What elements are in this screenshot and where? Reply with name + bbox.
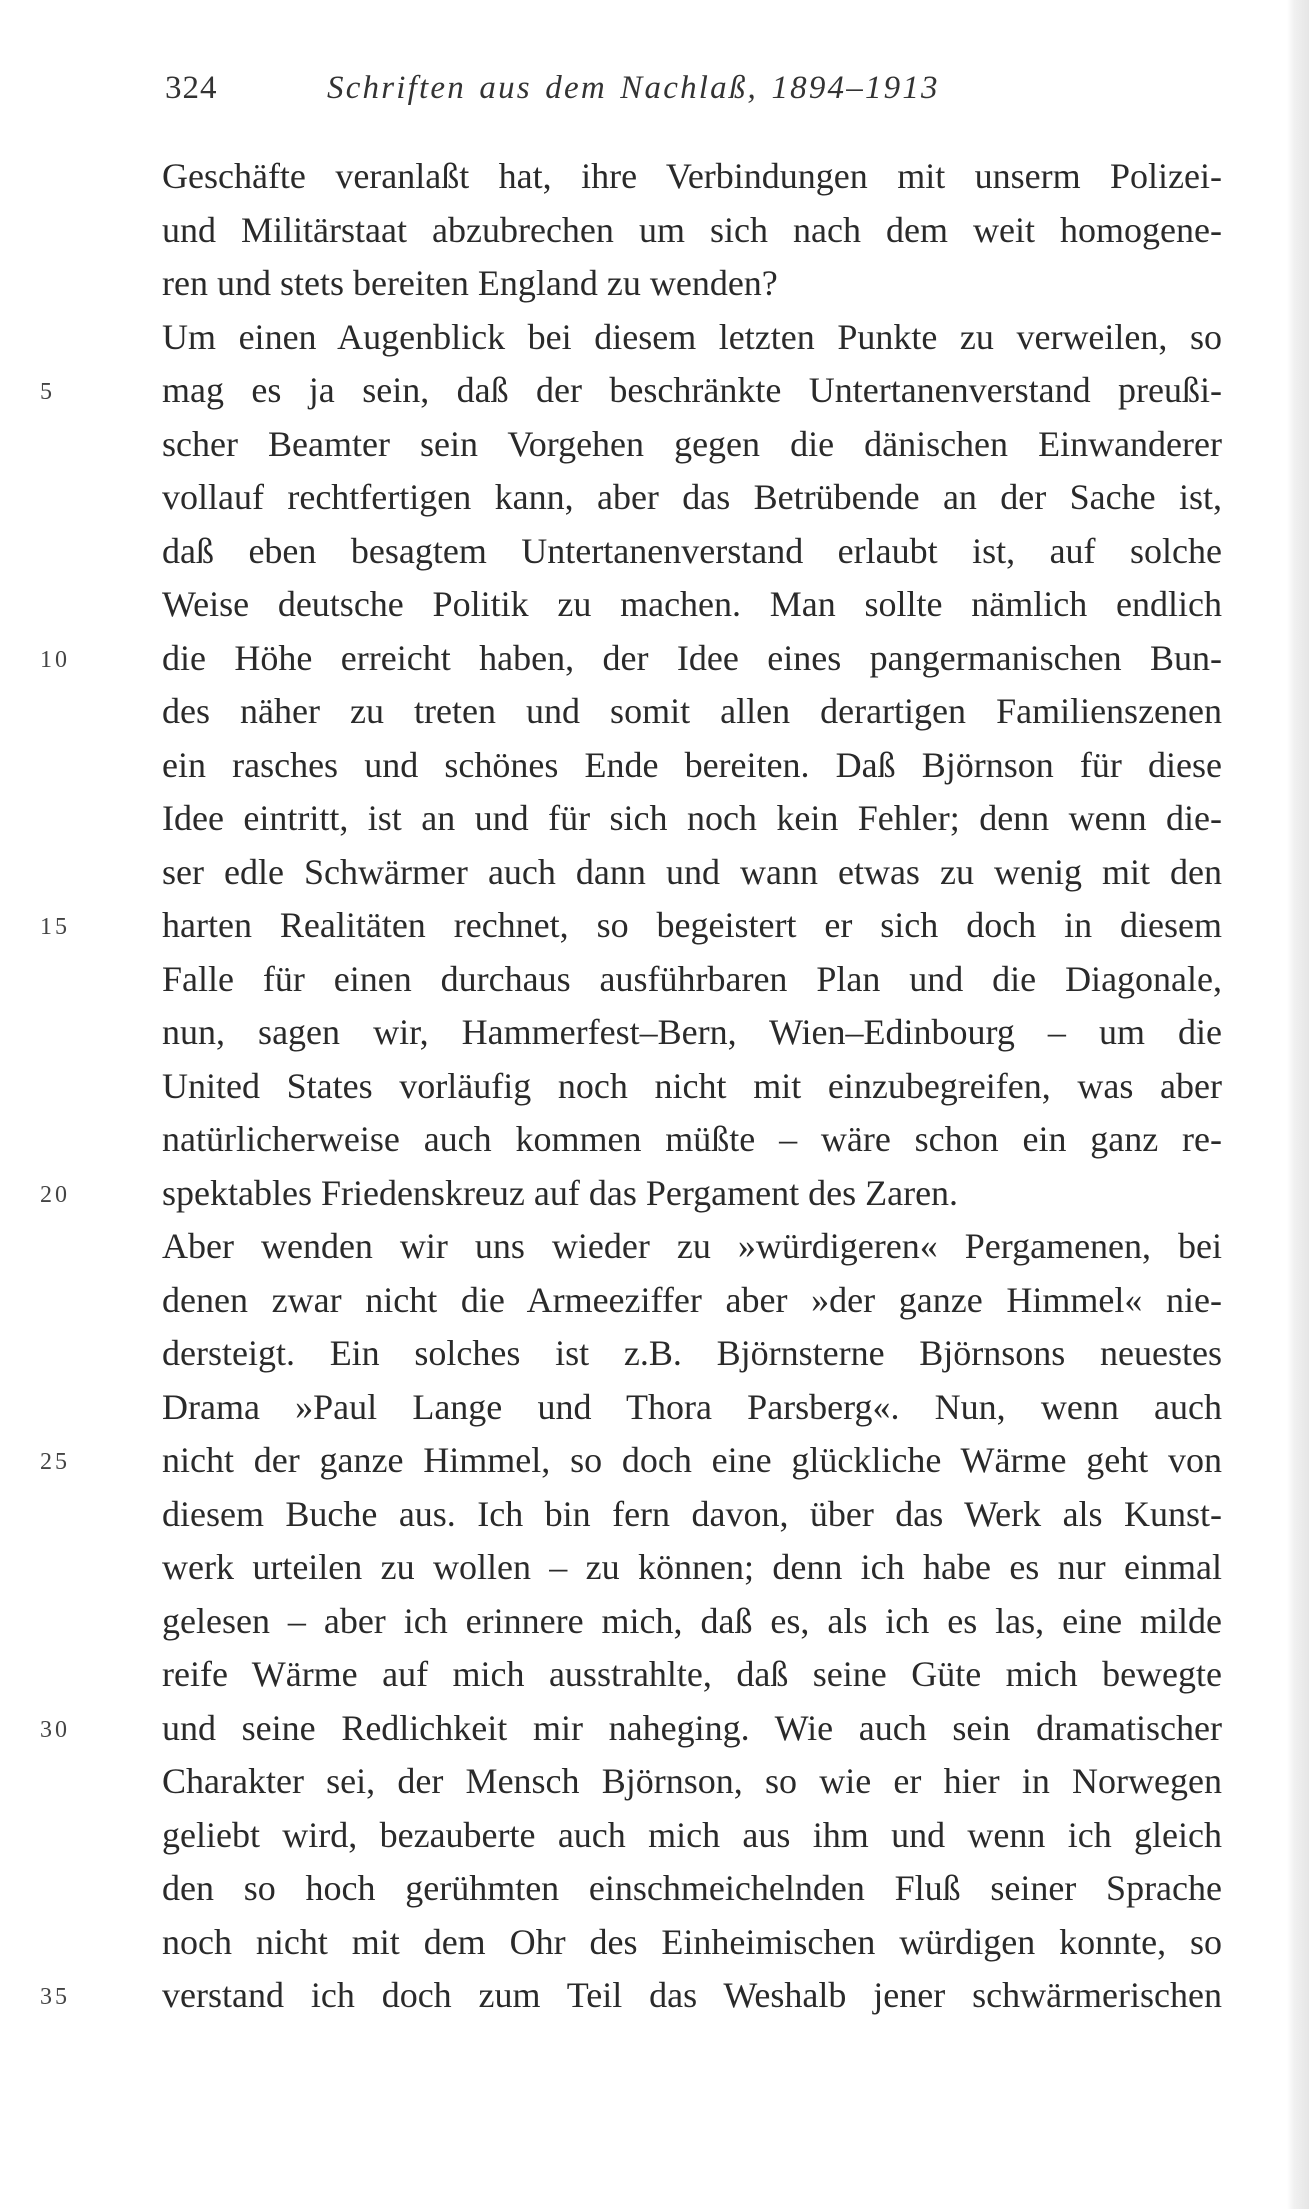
line-text: mag es ja sein, daß der beschränkte Untertanenverstand preußi-	[162, 370, 1222, 410]
text-line	[40, 1969, 1222, 2023]
line-text: die Höhe erreicht haben, der Idee eines pangermanischen Bun-	[162, 637, 1222, 678]
line-text: United States vorläufig noch nicht mit einzubegreifen, was aber	[162, 1065, 1222, 1106]
text-line	[162, 1381, 1222, 1435]
text-line	[162, 1220, 1222, 1274]
line-text: Idee eintritt, ist an und für sich noch kein Fehler; denn wenn die-	[162, 798, 1222, 838]
text-line	[162, 1113, 1222, 1167]
line-text: Geschäfte veranlaßt hat, ihre Verbindungen mit unserm Polizei-	[162, 156, 1222, 196]
text-line	[162, 1327, 1222, 1381]
line-text: noch nicht mit dem Ohr des Einheimischen würdigen konnte, so	[162, 1921, 1222, 1962]
line-text: Um einen Augenblick bei diesem letzten Punkte zu verweilen, so	[162, 316, 1222, 357]
text-line	[162, 1541, 1222, 1595]
line-text: verstand ich doch zum Teil das Weshalb jener schwärmerischen	[162, 1975, 1222, 2015]
line-text: und Militärstaat abzubrechen um sich nach dem weit homogene-	[162, 209, 1222, 250]
line-text: Aber wenden wir uns wieder zu »würdigeren« Pergamenen, bei	[162, 1226, 1222, 1266]
text-line	[162, 685, 1222, 739]
line-text: Charakter sei, der Mensch Björnson, so wie er hier in Norwegen	[162, 1761, 1222, 1801]
text-line	[162, 1809, 1222, 1863]
line-text: geliebt wird, bezauberte auch mich aus ihm und wenn ich gleich	[162, 1814, 1222, 1855]
text-line	[40, 1434, 1222, 1488]
text-line	[162, 418, 1222, 472]
text-line	[162, 471, 1222, 525]
text-line	[162, 311, 1222, 365]
line-text: Weise deutsche Politik zu machen. Man sollte nämlich endlich	[162, 584, 1222, 624]
text-line	[162, 1006, 1222, 1060]
text-line	[162, 846, 1222, 900]
text-line	[162, 1488, 1222, 1542]
text-line	[162, 257, 1222, 311]
text-line	[162, 792, 1222, 846]
line-number: 5	[40, 379, 55, 405]
text-line	[162, 1862, 1222, 1916]
text-line	[40, 632, 1222, 686]
line-text: denen zwar nicht die Armeeziffer aber »der ganze Himmel« nie-	[162, 1279, 1222, 1320]
line-text: und seine Redlichkeit mir naheging. Wie auch sein dramatischer	[162, 1707, 1222, 1748]
line-number: 15	[40, 914, 70, 940]
page-edge-shadow	[1287, 0, 1309, 2209]
line-number: 20	[40, 1181, 70, 1208]
line-text: harten Realitäten rechnet, so begeistert er sich doch in diesem	[162, 905, 1222, 945]
text-line	[162, 1648, 1222, 1702]
line-text: scher Beamter sein Vorgehen gegen die dänischen Einwanderer	[162, 423, 1222, 464]
line-text: natürlicherweise auch kommen müßte – wäre schon ein ganz re-	[162, 1119, 1222, 1159]
line-text: diesem Buche aus. Ich bin fern davon, über das Werk als Kunst-	[162, 1493, 1222, 1534]
line-text: nun, sagen wir, Hammerfest–Bern, Wien–Edinbourg – um die	[162, 1012, 1222, 1052]
text-line	[162, 953, 1222, 1007]
page-number: 324	[165, 70, 218, 106]
text-line	[162, 1916, 1222, 1970]
text-line	[162, 150, 1222, 204]
line-text: des näher zu treten und somit allen derartigen Familienszenen	[162, 691, 1222, 731]
text-line	[162, 1060, 1222, 1114]
text-line	[162, 1274, 1222, 1328]
line-text: den so hoch gerühmten einschmeichelnden Fluß seiner Sprache	[162, 1868, 1222, 1908]
text-line	[40, 1702, 1222, 1756]
line-text: daß eben besagtem Untertanenverstand erlaubt ist, auf solche	[162, 530, 1222, 571]
line-text: ser edle Schwärmer auch dann und wann etwas zu wenig mit den	[162, 851, 1222, 892]
line-number: 10	[40, 646, 70, 673]
line-text: reife Wärme auf mich ausstrahlte, daß seine Güte mich bewegte	[162, 1654, 1222, 1694]
running-head-title: Schriften aus dem Nachlaß, 1894–1913	[327, 70, 940, 106]
line-number: 30	[40, 1716, 70, 1743]
line-text: ein rasches und schönes Ende bereiten. Daß Björnson für diese	[162, 744, 1222, 785]
line-text: gelesen – aber ich erinnere mich, daß es, als ich es las, eine milde	[162, 1600, 1222, 1641]
text-line	[162, 578, 1222, 632]
running-head	[165, 66, 1065, 110]
line-number: 35	[40, 1984, 70, 2010]
text-line	[40, 899, 1222, 953]
text-line	[162, 525, 1222, 579]
body-text	[40, 150, 1222, 2023]
line-text: ren und stets bereiten England zu wenden?	[162, 263, 778, 303]
text-line	[162, 1595, 1222, 1649]
line-text: werk urteilen zu wollen – zu können; denn ich habe es nur einmal	[162, 1547, 1222, 1587]
line-text: spektables Friedenskreuz auf das Pergament des Zaren.	[162, 1172, 959, 1213]
text-line	[162, 204, 1222, 258]
line-text: dersteigt. Ein solches ist z.B. Björnsterne Björnsons neuestes	[162, 1333, 1222, 1373]
text-line	[162, 739, 1222, 793]
line-text: vollauf rechtfertigen kann, aber das Betrübende an der Sache ist,	[162, 477, 1222, 517]
text-line	[40, 1167, 1222, 1221]
line-number: 25	[40, 1449, 70, 1475]
line-text: Drama »Paul Lange und Thora Parsberg«. Nun, wenn auch	[162, 1386, 1222, 1427]
text-line	[162, 1755, 1222, 1809]
line-text: nicht der ganze Himmel, so doch eine glückliche Wärme geht von	[162, 1440, 1222, 1480]
line-text: Falle für einen durchaus ausführbaren Plan und die Diagonale,	[162, 958, 1222, 999]
text-line	[40, 364, 1222, 418]
